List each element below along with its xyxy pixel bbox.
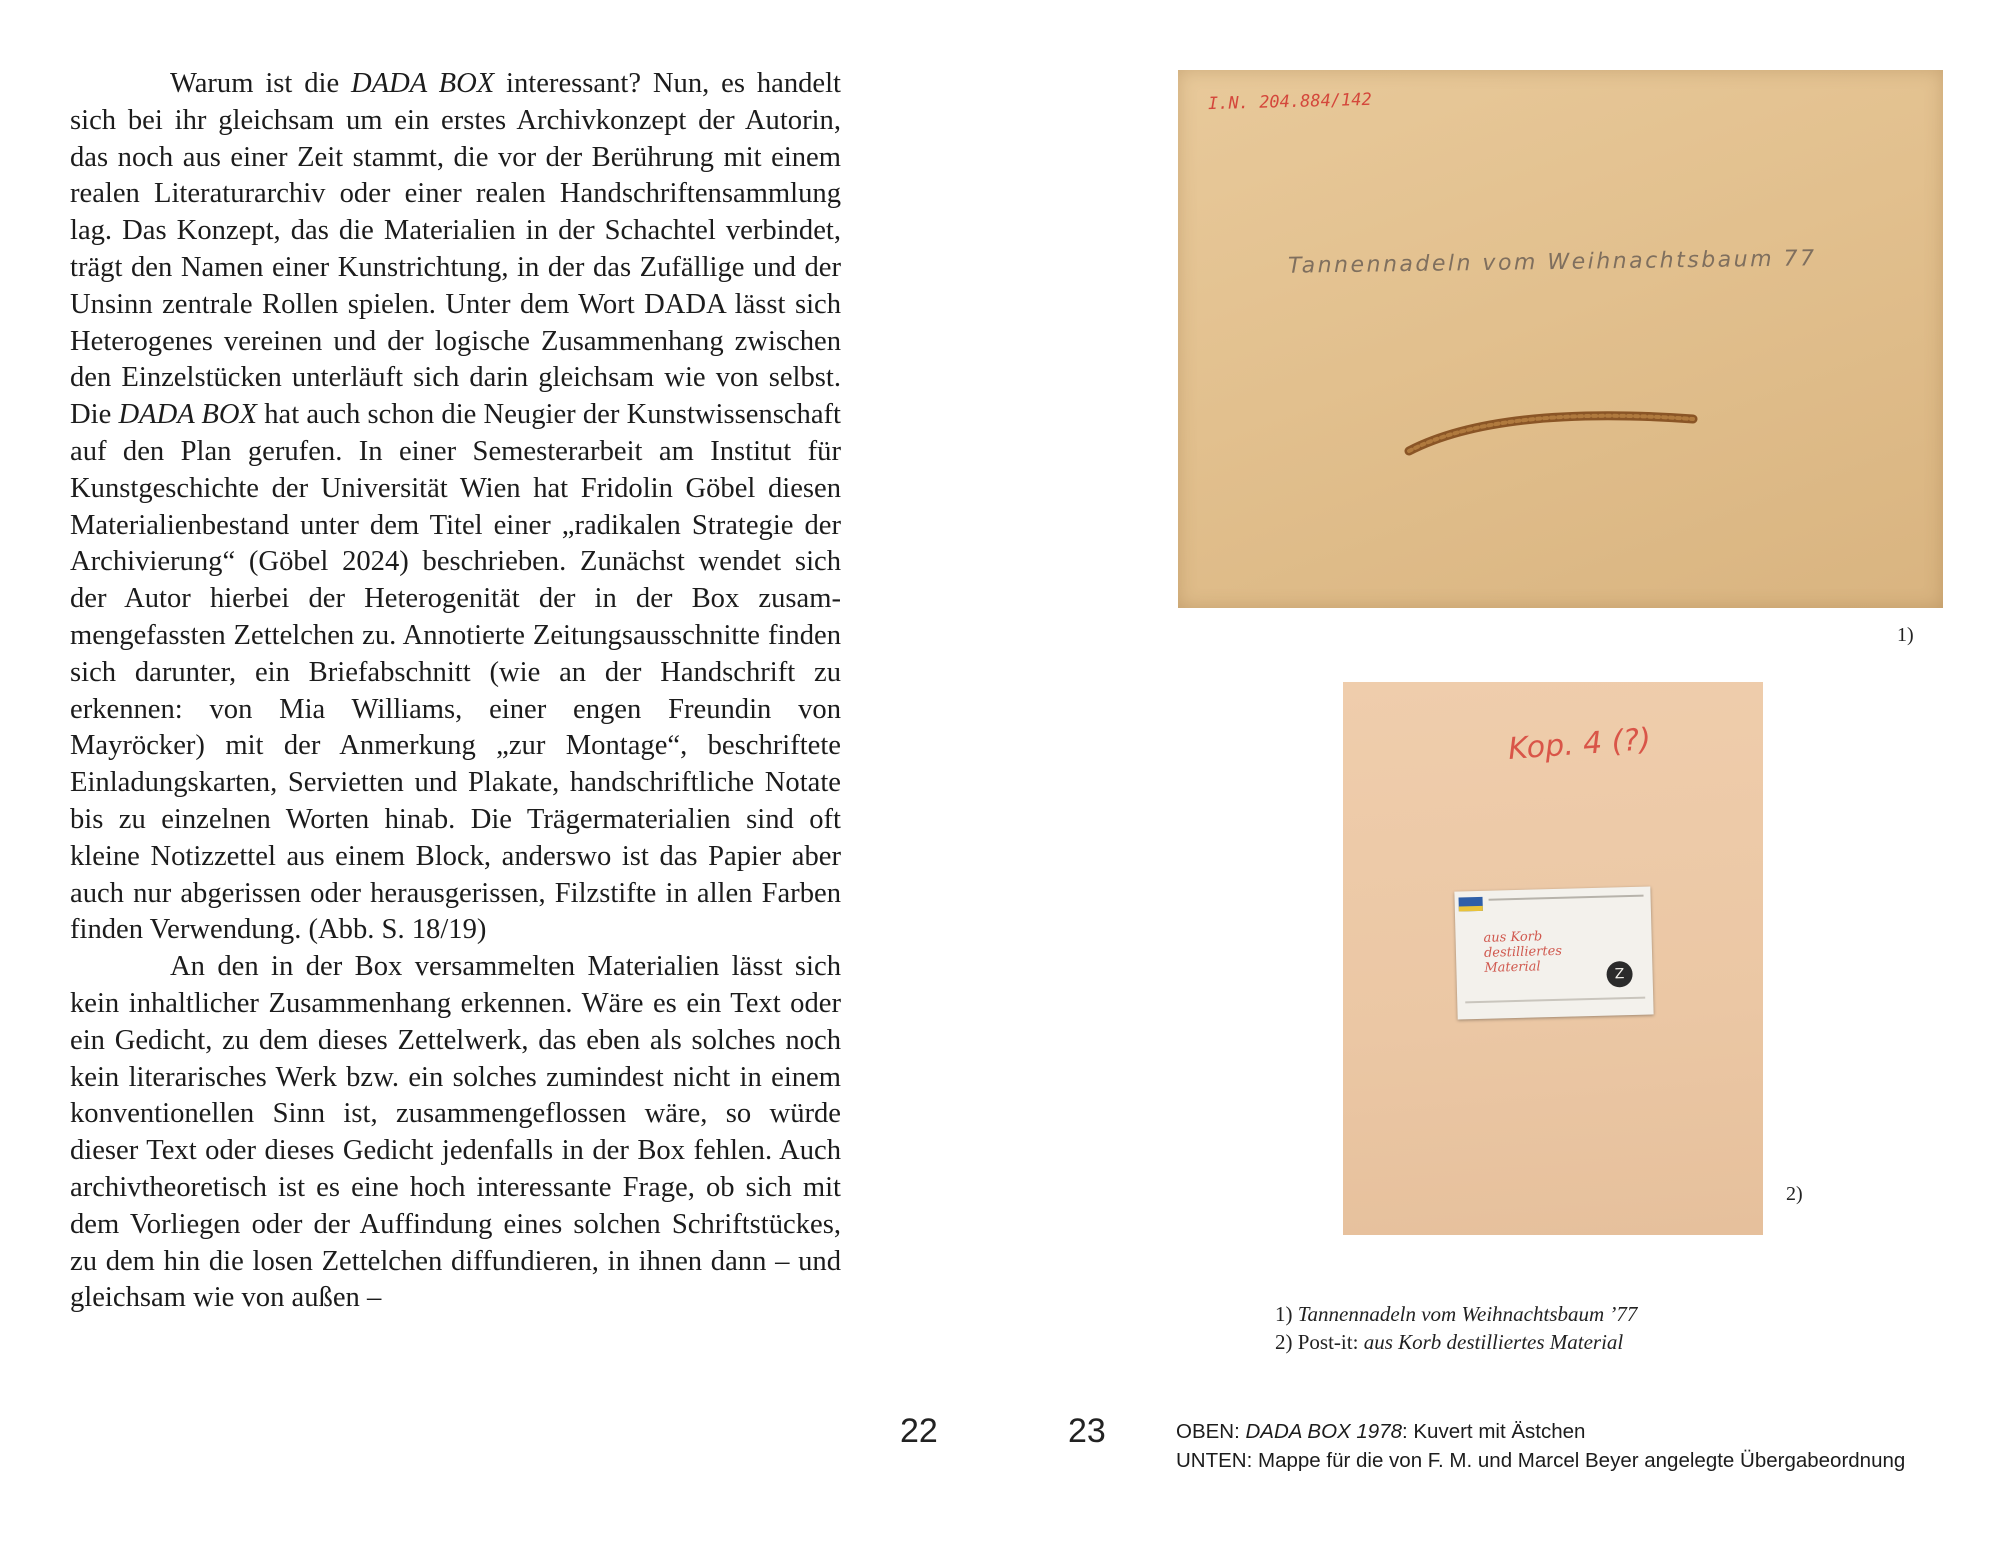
envelope-photo (1178, 70, 1943, 608)
postit-header-line (1489, 895, 1644, 907)
credit-bottom: UNTEN: Mappe für die von F. M. und Marcel Beyer angelegte Übergabeordnung (1176, 1449, 1906, 1472)
paragraph-2: An den in der Box versammelten Materialien lässt sich kein inhaltlicher Zusammenhang erkennen. Wäre es ein Text oder ein Gedicht, zu dem dieses Zettelwerk, das eben als solches noch kein literarisches Werk bzw. ein solches zumindest nicht in einem konventionellen Sinn ist, zusammengeflossen wäre, so würde dieser Text oder dieses Gedicht jedenfalls in der Box fehlen. Auch archivtheoretisch ist es eine hoch interessante Frage, ob sich mit dem Vorliegen oder der Auffindung eines solchen Schriftstückes, zu dem hin die losen Zettelchen diffundieren, in ihnen dann – und gleichsam wie von außen – (70, 951, 841, 1314)
credit-top-lead: OBEN: (1176, 1420, 1246, 1443)
page-number-right: 23 (1068, 1412, 1106, 1450)
credit-top-title: DADA BOX 1978 (1245, 1420, 1402, 1443)
paragraph-1 (70, 66, 841, 949)
body-text (70, 66, 841, 1317)
dada-box-title-2: DADA BOX (118, 399, 257, 431)
dada-box-title-1: DADA BOX (351, 68, 495, 99)
photo-1-label: 1) (1897, 624, 1914, 646)
credit-top (1176, 1417, 1905, 1446)
page-number-left: 22 (900, 1412, 938, 1450)
paragraph-1-part-b: interessant? Nun, es handelt sich bei ihr gleichsam um ein erstes Archivkonzept der Autorin, das noch aus einer Zeit stammt, die vor der Berührung mit einem realen Literaturarchiv oder einer realen Handschriftensammlung lag. Das Konzept, das die Materialien in der Schachtel verbindet, trägt den Namen einer Kunstrichtung, in der das Zufällige und der Unsinn zentrale Rollen spielen. Unter dem Wort DADA lässt sich Heterogenes vereinen und der logische Zusammenhang zwischen den Einzelstücken unterläuft sich darin gleichsam wie von selbst. Die (70, 68, 842, 431)
paragraph-1-part-a: Warum ist die (170, 68, 352, 99)
caption-2-title: aus Korb destilliertes Material (1363, 1330, 1624, 1354)
caption-2-prefix: 2) Post-it: (1275, 1330, 1364, 1354)
folder-photo (1343, 682, 1763, 1235)
caption-1-prefix: 1) (1275, 1302, 1298, 1326)
postit-note (1454, 886, 1653, 1019)
caption-1-title: Tannennadeln vom Weihnachtsbaum ’77 (1297, 1302, 1638, 1326)
stamp-icon: Z (1606, 961, 1633, 988)
logo-icon (1459, 897, 1483, 912)
inventory-number: I.N. 204.884/142 (1207, 89, 1372, 115)
caption-2 (1275, 1328, 1637, 1356)
envelope-handwriting: Tannennadeln vom Weihnachtsbaum 77 (1287, 246, 1817, 279)
postit-handwriting: aus Korb destilliertes Material (1483, 929, 1563, 976)
credit-top-rest: : Kuvert mit Ästchen (1401, 1420, 1586, 1443)
postit-footer-line (1465, 997, 1645, 1008)
figure-captions (1275, 1300, 1637, 1356)
image-credits (1176, 1417, 1905, 1475)
paragraph-1-part-c: hat auch schon die Neugier der Kunstwissenschaft auf den Plan gerufen. In einer Semesterarbeit am Institut für Kunstgeschichte der Universität Wien hat Fridolin Göbel diesen Materialienbestand unter dem Titel einer „radikalen Strategie der Archivierung“ (Göbel 2024) beschrieben. Zunächst wendet sich der Autor hierbei der Heterogenität der in der Box zusammengefassten Zettelchen zu. Annotierte Zeitungsausschnitte finden sich darunter, ein Briefabschnitt (wie an der Handschrift zu erkennen: von Mia Williams, einer engen Freundin von Mayröcker) mit der Anmerkung „zur Montage“, beschriftete Einladungskarten, Servietten und Plakate, handschriftliche Notate bis zu einzelnen Worten hinab. Die Trägermaterialien sind oft kleine Notizzettel aus einem Block, anderswo ist das Papier aber auch nur abgerissen oder herausgerissen, Filzstifte in allen Farben finden Verwendung. (Abb. S. 18/19) (70, 399, 841, 946)
twig-icon (1403, 405, 1703, 465)
photo-2-label: 2) (1786, 1183, 1803, 1205)
folder-handwriting: Kop. 4 (?) (1506, 722, 1653, 767)
caption-1 (1275, 1300, 1637, 1328)
